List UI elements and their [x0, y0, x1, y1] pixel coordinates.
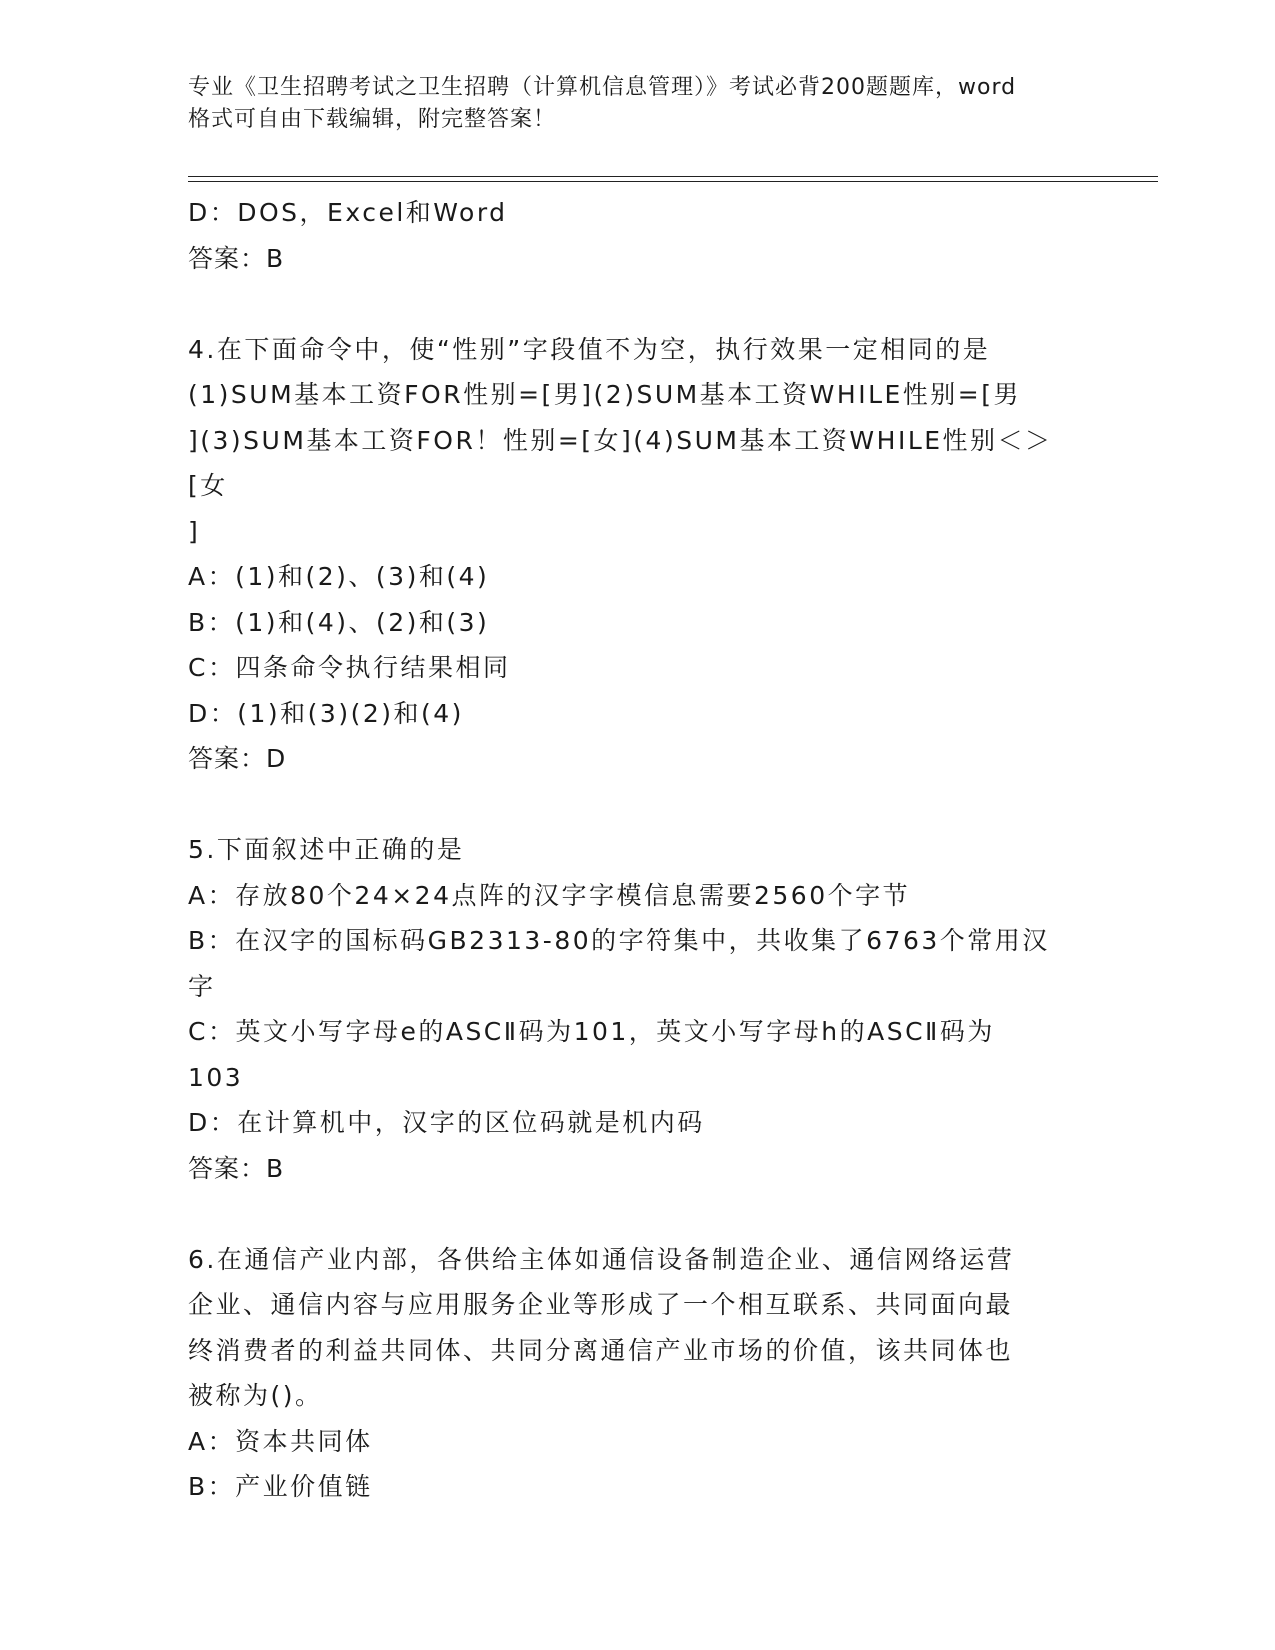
q3-option-d: D：DOS，Excel和Word — [188, 198, 508, 227]
q5-option-b-line-1: B：在汉字的国标码GB2313-80的字符集中，共收集了6763个常用汉 — [188, 926, 1050, 955]
q6-stem-line-4: 被称为()。 — [188, 1381, 323, 1410]
q6-option-a: A：资本共同体 — [188, 1426, 373, 1456]
q5-option-b-line-2: 字 — [188, 971, 216, 1001]
q4-option-a: A：(1)和(2)、(3)和(4) — [188, 562, 490, 591]
q4-stem-line-4: ] — [188, 516, 201, 546]
q4-stem-line-2: (1)SUM基本工资FOR性别=[男](2)SUM基本工资WHILE性别=[男 — [188, 380, 1021, 409]
q5-stem: 5.下面叙述中正确的是 — [188, 835, 465, 864]
header-title-line-2: 格式可自由下载编辑，附完整答案！ — [188, 107, 557, 132]
q5-option-c-line-1: C：英文小写字母e的ASCⅡ码为101，英文小写字母h的ASCⅡ码为 — [188, 1017, 995, 1046]
question-5 — [188, 827, 1068, 1191]
q6-stem-line-1: 6.在通信产业内部，各供给主体如通信设备制造企业、通信网络运营 — [188, 1244, 1015, 1274]
q5-answer: 答案：B — [188, 1153, 285, 1183]
spacer — [188, 782, 1068, 828]
spacer — [188, 281, 1068, 327]
spacer — [188, 1191, 1068, 1237]
q5-option-a: A：存放80个24×24点阵的汉字字模信息需要2560个字节 — [188, 880, 911, 910]
q4-answer: 答案：D — [188, 744, 287, 773]
header-divider-bottom — [188, 181, 1158, 182]
q4-option-b: B：(1)和(4)、(2)和(3) — [188, 607, 490, 637]
q4-stem-line-1: 4.在下面命令中，使“性别”字段值不为空，执行效果一定相同的是 — [188, 334, 991, 364]
header-divider-top — [188, 176, 1158, 177]
q5-option-d: D：在计算机中，汉字的区位码就是机内码 — [188, 1108, 705, 1137]
document-header — [188, 72, 1088, 136]
q6-stem-line-2: 企业、通信内容与应用服务企业等形成了一个相互联系、共同面向最 — [188, 1290, 1014, 1319]
q4-option-c: C：四条命令执行结果相同 — [188, 653, 511, 682]
q3-answer: 答案：B — [188, 243, 285, 273]
document-page — [188, 0, 1148, 1650]
q6-stem-line-3: 终消费者的利益共同体、共同分离通信产业市场的价值，该共同体也 — [188, 1335, 1014, 1365]
header-title-line-1: 专业《卫生招聘考试之卫生招聘（计算机信息管理）》考试必背200题题库，word — [188, 75, 1017, 100]
question-4 — [188, 327, 1068, 782]
question-6 — [188, 1237, 1068, 1510]
document-body — [188, 190, 1068, 1510]
q6-option-b: B：产业价值链 — [188, 1472, 373, 1501]
q5-option-c-line-2: 103 — [188, 1062, 244, 1092]
q4-stem-line-3: ](3)SUM基本工资FOR！性别=[女](4)SUM基本工资WHILE性别＜＞[女 — [188, 425, 1053, 500]
q4-option-d: D：(1)和(3)(2)和(4) — [188, 698, 464, 728]
question-3-tail — [188, 190, 1068, 281]
